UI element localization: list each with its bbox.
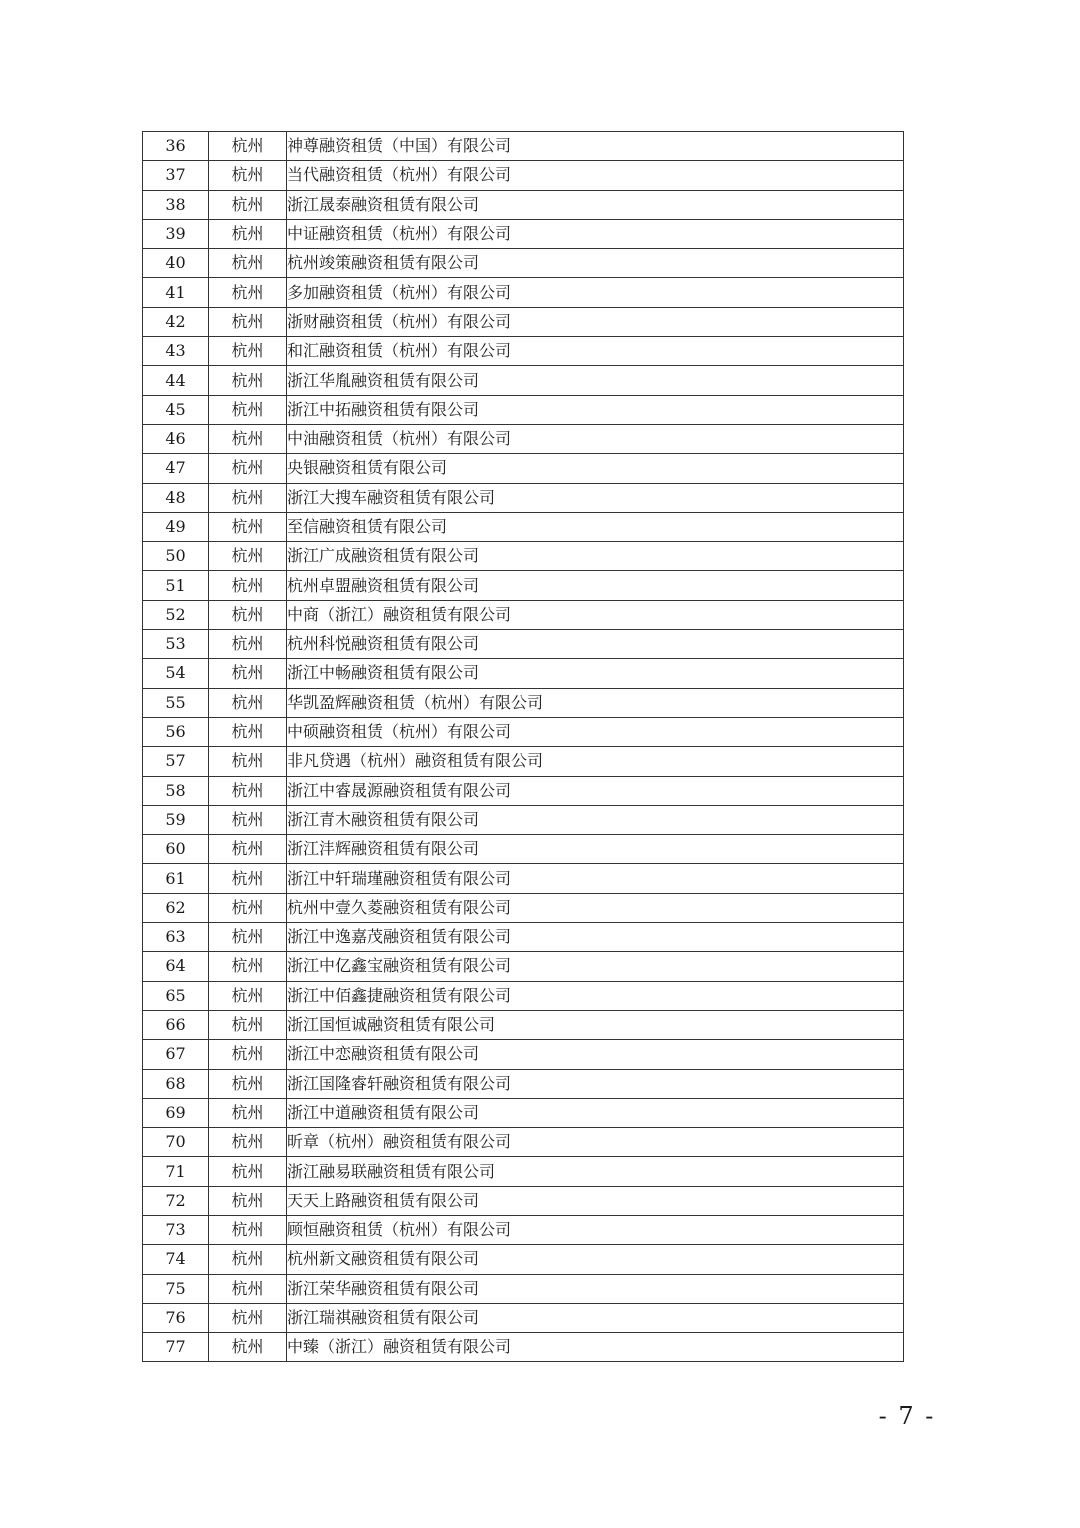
row-number-cell: 75 [143,1274,209,1303]
row-number-cell: 36 [143,132,209,161]
page-number: - 7 - [878,1402,936,1430]
table-row [143,1128,904,1157]
table-row [143,688,904,717]
table-row [143,161,904,190]
city-cell: 杭州 [209,249,287,278]
city-cell: 杭州 [209,278,287,307]
city-cell: 杭州 [209,805,287,834]
row-number-cell: 46 [143,424,209,453]
city-cell: 杭州 [209,190,287,219]
company-name-cell: 浙江华胤融资租赁有限公司 [287,366,904,395]
table-row [143,395,904,424]
company-name-cell: 浙江国隆睿轩融资租赁有限公司 [287,1069,904,1098]
company-name-cell: 浙江中畅融资租赁有限公司 [287,659,904,688]
city-cell: 杭州 [209,981,287,1010]
city-cell: 杭州 [209,1245,287,1274]
company-name-cell: 浙江中睿晟源融资租赁有限公司 [287,776,904,805]
company-name-cell: 神尊融资租赁（中国）有限公司 [287,132,904,161]
city-cell: 杭州 [209,776,287,805]
company-name-cell: 中硕融资租赁（杭州）有限公司 [287,717,904,746]
row-number-cell: 40 [143,249,209,278]
company-name-cell: 浙江融易联融资租赁有限公司 [287,1157,904,1186]
table-row [143,307,904,336]
company-name-cell: 浙江中道融资租赁有限公司 [287,1098,904,1127]
company-name-cell: 浙江中拓融资租赁有限公司 [287,395,904,424]
city-cell: 杭州 [209,1010,287,1039]
row-number-cell: 48 [143,483,209,512]
table-row [143,1303,904,1332]
city-cell: 杭州 [209,1040,287,1069]
row-number-cell: 37 [143,161,209,190]
city-cell: 杭州 [209,395,287,424]
city-cell: 杭州 [209,1186,287,1215]
row-number-cell: 61 [143,864,209,893]
table-row [143,893,904,922]
table-row [143,1157,904,1186]
city-cell: 杭州 [209,952,287,981]
row-number-cell: 55 [143,688,209,717]
city-cell: 杭州 [209,923,287,952]
company-name-cell: 至信融资租赁有限公司 [287,512,904,541]
company-name-cell: 华凯盈辉融资租赁（杭州）有限公司 [287,688,904,717]
row-number-cell: 47 [143,454,209,483]
table-row [143,981,904,1010]
row-number-cell: 59 [143,805,209,834]
row-number-cell: 63 [143,923,209,952]
company-name-cell: 浙江中佰鑫捷融资租赁有限公司 [287,981,904,1010]
row-number-cell: 41 [143,278,209,307]
table-row [143,571,904,600]
table-row [143,366,904,395]
city-cell: 杭州 [209,1069,287,1098]
table-row [143,512,904,541]
company-name-cell: 浙江国恒诚融资租赁有限公司 [287,1010,904,1039]
company-name-cell: 浙江中轩瑞瑾融资租赁有限公司 [287,864,904,893]
table-row [143,659,904,688]
row-number-cell: 73 [143,1215,209,1244]
row-number-cell: 77 [143,1333,209,1362]
table-row [143,1010,904,1039]
company-name-cell: 顾恒融资租赁（杭州）有限公司 [287,1215,904,1244]
city-cell: 杭州 [209,630,287,659]
row-number-cell: 52 [143,600,209,629]
city-cell: 杭州 [209,1274,287,1303]
table-row [143,1069,904,1098]
row-number-cell: 43 [143,337,209,366]
row-number-cell: 51 [143,571,209,600]
row-number-cell: 65 [143,981,209,1010]
table-row [143,1098,904,1127]
table-row [143,1333,904,1362]
table-row [143,219,904,248]
row-number-cell: 44 [143,366,209,395]
table-row [143,1215,904,1244]
row-number-cell: 42 [143,307,209,336]
company-name-cell: 和汇融资租赁（杭州）有限公司 [287,337,904,366]
company-name-cell: 浙江中逸嘉茂融资租赁有限公司 [287,923,904,952]
company-name-cell: 杭州竣策融资租赁有限公司 [287,249,904,278]
company-list-table [142,131,904,1362]
row-number-cell: 50 [143,542,209,571]
company-name-cell: 央银融资租赁有限公司 [287,454,904,483]
row-number-cell: 69 [143,1098,209,1127]
row-number-cell: 38 [143,190,209,219]
company-name-cell: 浙江大搜车融资租赁有限公司 [287,483,904,512]
table-row [143,483,904,512]
row-number-cell: 45 [143,395,209,424]
city-cell: 杭州 [209,600,287,629]
table-row [143,923,904,952]
row-number-cell: 76 [143,1303,209,1332]
city-cell: 杭州 [209,1128,287,1157]
company-name-cell: 杭州科悦融资租赁有限公司 [287,630,904,659]
company-name-cell: 浙江瑞祺融资租赁有限公司 [287,1303,904,1332]
company-name-cell: 中商（浙江）融资租赁有限公司 [287,600,904,629]
city-cell: 杭州 [209,835,287,864]
table-row [143,1274,904,1303]
table-row [143,454,904,483]
city-cell: 杭州 [209,512,287,541]
city-cell: 杭州 [209,219,287,248]
table-row [143,717,904,746]
table-row [143,952,904,981]
company-name-cell: 浙江中亿鑫宝融资租赁有限公司 [287,952,904,981]
city-cell: 杭州 [209,1215,287,1244]
company-name-cell: 浙江青木融资租赁有限公司 [287,805,904,834]
city-cell: 杭州 [209,483,287,512]
company-name-cell: 浙财融资租赁（杭州）有限公司 [287,307,904,336]
company-name-cell: 中油融资租赁（杭州）有限公司 [287,424,904,453]
table-row [143,1040,904,1069]
table-row [143,600,904,629]
city-cell: 杭州 [209,366,287,395]
city-cell: 杭州 [209,307,287,336]
row-number-cell: 74 [143,1245,209,1274]
row-number-cell: 64 [143,952,209,981]
city-cell: 杭州 [209,717,287,746]
company-name-cell: 多加融资租赁（杭州）有限公司 [287,278,904,307]
row-number-cell: 53 [143,630,209,659]
company-name-cell: 杭州中壹久菱融资租赁有限公司 [287,893,904,922]
row-number-cell: 49 [143,512,209,541]
city-cell: 杭州 [209,1333,287,1362]
row-number-cell: 57 [143,747,209,776]
row-number-cell: 60 [143,835,209,864]
company-name-cell: 杭州新文融资租赁有限公司 [287,1245,904,1274]
table-row [143,747,904,776]
city-cell: 杭州 [209,571,287,600]
city-cell: 杭州 [209,659,287,688]
table-row [143,249,904,278]
table-row [143,864,904,893]
row-number-cell: 58 [143,776,209,805]
row-number-cell: 39 [143,219,209,248]
row-number-cell: 56 [143,717,209,746]
row-number-cell: 68 [143,1069,209,1098]
table-row [143,1186,904,1215]
city-cell: 杭州 [209,1098,287,1127]
row-number-cell: 62 [143,893,209,922]
table-row [143,630,904,659]
city-cell: 杭州 [209,424,287,453]
company-name-cell: 当代融资租赁（杭州）有限公司 [287,161,904,190]
city-cell: 杭州 [209,542,287,571]
table-row [143,805,904,834]
table-row [143,424,904,453]
city-cell: 杭州 [209,454,287,483]
company-name-cell: 非凡贷遇（杭州）融资租赁有限公司 [287,747,904,776]
table-row [143,776,904,805]
row-number-cell: 66 [143,1010,209,1039]
city-cell: 杭州 [209,1157,287,1186]
city-cell: 杭州 [209,132,287,161]
table-row [143,190,904,219]
city-cell: 杭州 [209,747,287,776]
table-row [143,278,904,307]
city-cell: 杭州 [209,893,287,922]
company-name-cell: 昕章（杭州）融资租赁有限公司 [287,1128,904,1157]
company-name-cell: 中证融资租赁（杭州）有限公司 [287,219,904,248]
row-number-cell: 72 [143,1186,209,1215]
city-cell: 杭州 [209,337,287,366]
company-name-cell: 浙江晟泰融资租赁有限公司 [287,190,904,219]
row-number-cell: 67 [143,1040,209,1069]
city-cell: 杭州 [209,161,287,190]
table-row [143,132,904,161]
table-body [143,132,904,1362]
company-name-cell: 浙江中恋融资租赁有限公司 [287,1040,904,1069]
company-name-cell: 浙江沣辉融资租赁有限公司 [287,835,904,864]
row-number-cell: 71 [143,1157,209,1186]
company-name-cell: 中臻（浙江）融资租赁有限公司 [287,1333,904,1362]
company-name-cell: 浙江广成融资租赁有限公司 [287,542,904,571]
company-name-cell: 天天上路融资租赁有限公司 [287,1186,904,1215]
city-cell: 杭州 [209,688,287,717]
company-name-cell: 浙江荣华融资租赁有限公司 [287,1274,904,1303]
table-row [143,337,904,366]
table-row [143,542,904,571]
table-row [143,835,904,864]
row-number-cell: 54 [143,659,209,688]
row-number-cell: 70 [143,1128,209,1157]
city-cell: 杭州 [209,864,287,893]
company-name-cell: 杭州卓盟融资租赁有限公司 [287,571,904,600]
table-row [143,1245,904,1274]
city-cell: 杭州 [209,1303,287,1332]
